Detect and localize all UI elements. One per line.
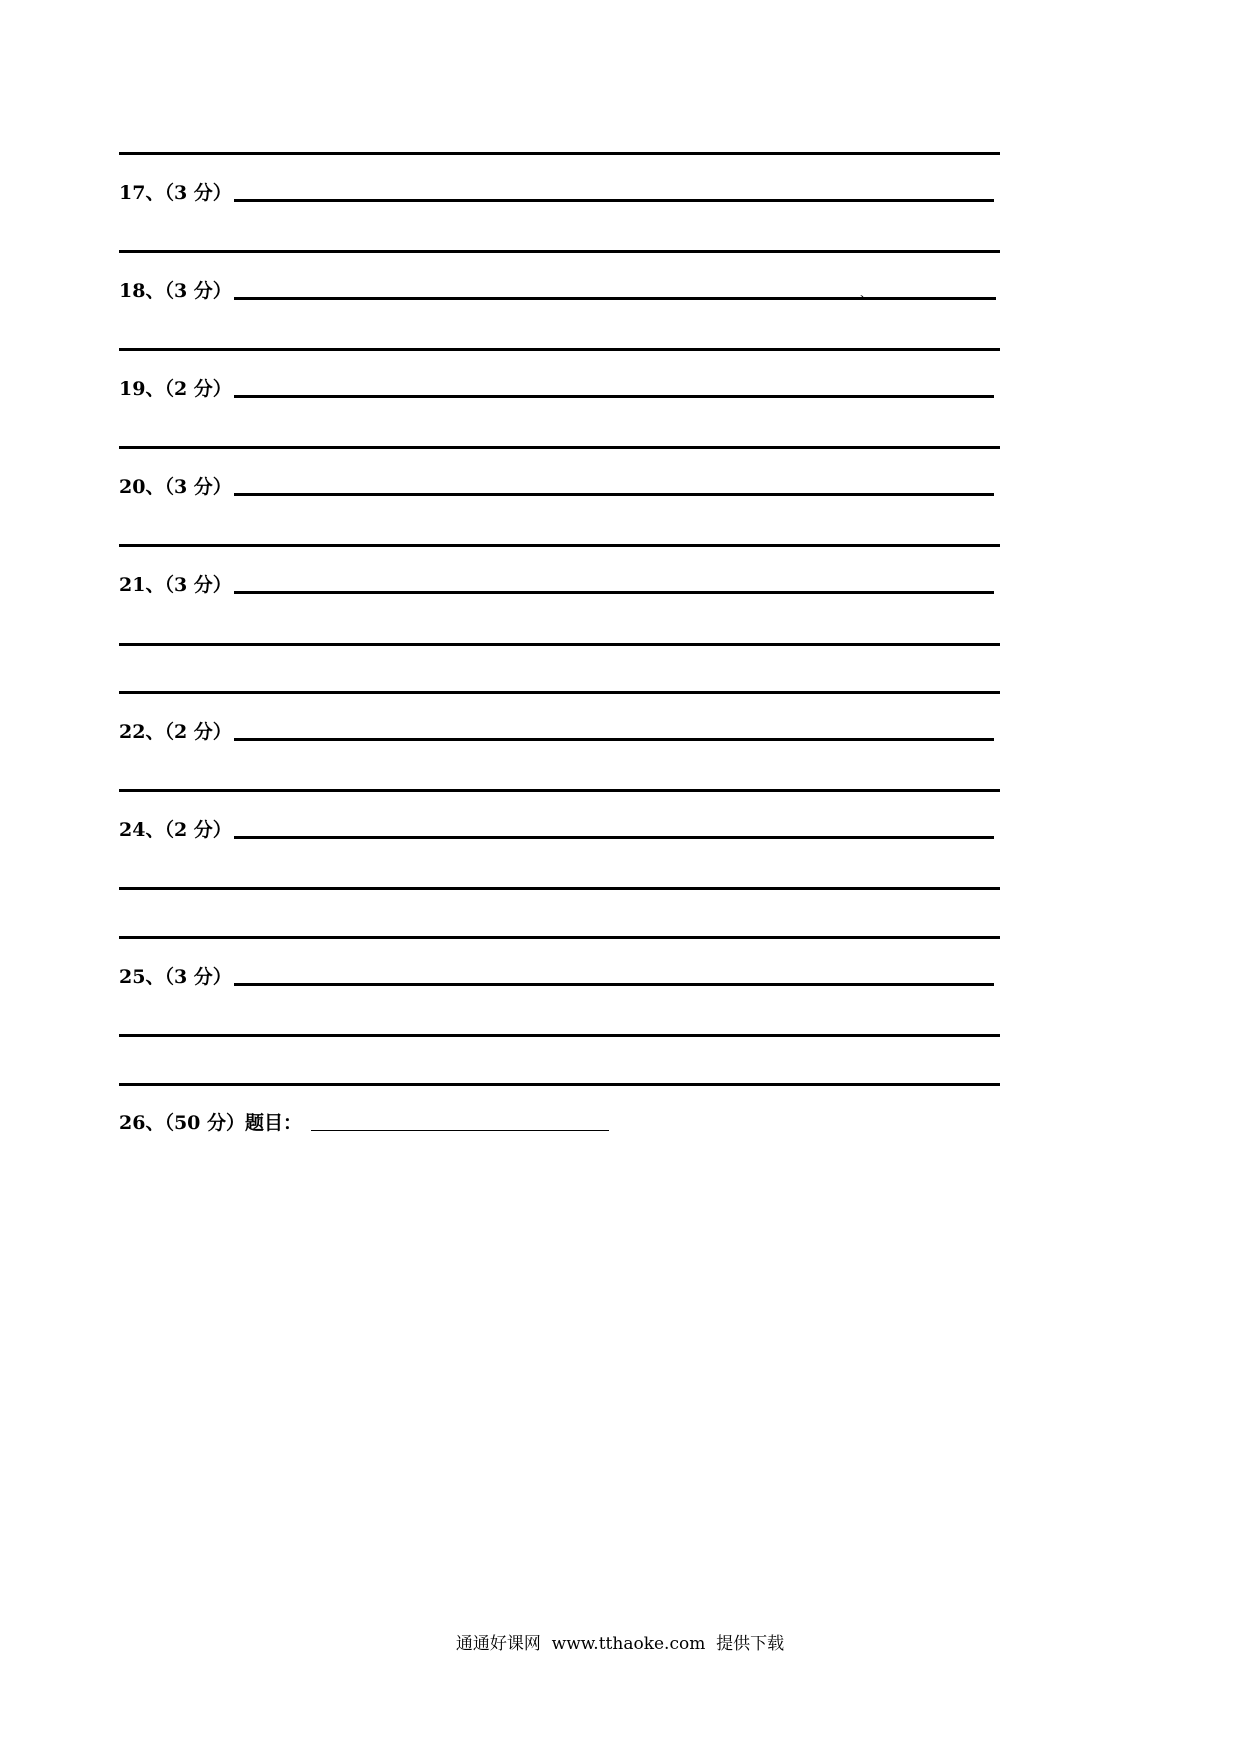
question-22 (119, 717, 1000, 747)
answer-line[interactable] (234, 836, 994, 839)
question-label: 18、（3 分） (119, 280, 232, 302)
answer-line[interactable] (234, 199, 994, 202)
question-label: 20、（3 分） (119, 476, 232, 498)
answer-line[interactable] (234, 395, 994, 398)
answer-line[interactable] (119, 643, 1000, 646)
answer-line[interactable] (119, 936, 1000, 939)
answer-line[interactable] (119, 887, 1000, 890)
answer-line[interactable] (234, 493, 994, 496)
question-label: 25、（3 分） (119, 966, 232, 988)
question-label: 21、（3 分） (119, 574, 232, 596)
question-24 (119, 815, 1000, 845)
answer-line[interactable] (119, 789, 1000, 792)
question-17 (119, 178, 1000, 208)
question-label: 26、（50 分）题目： (119, 1112, 302, 1134)
answer-line[interactable] (119, 544, 1000, 547)
question-21 (119, 570, 1000, 600)
stray-mark: 、 (860, 286, 873, 300)
answer-line[interactable] (119, 1083, 1000, 1086)
question-label: 24、（2 分） (119, 819, 232, 841)
answer-line[interactable] (119, 446, 1000, 449)
answer-line[interactable] (234, 297, 996, 300)
answer-line[interactable] (119, 348, 1000, 351)
question-19 (119, 374, 1000, 404)
answer-line[interactable] (119, 1034, 1000, 1037)
question-20 (119, 472, 1000, 502)
essay-title-line[interactable] (311, 1130, 609, 1131)
answer-line[interactable] (119, 250, 1000, 253)
answer-line[interactable] (119, 691, 1000, 694)
answer-line[interactable] (234, 738, 994, 741)
footer-credit: 通通好课网 www.tthaoke.com 提供下载 (455, 1634, 785, 1654)
answer-line (119, 152, 1000, 155)
question-26 (119, 1108, 1000, 1138)
question-25 (119, 962, 1000, 992)
question-label: 17、（3 分） (119, 182, 232, 204)
answer-line[interactable] (234, 983, 994, 986)
question-label: 22、（2 分） (119, 721, 232, 743)
answer-line[interactable] (234, 591, 994, 594)
question-label: 19、（2 分） (119, 378, 232, 400)
